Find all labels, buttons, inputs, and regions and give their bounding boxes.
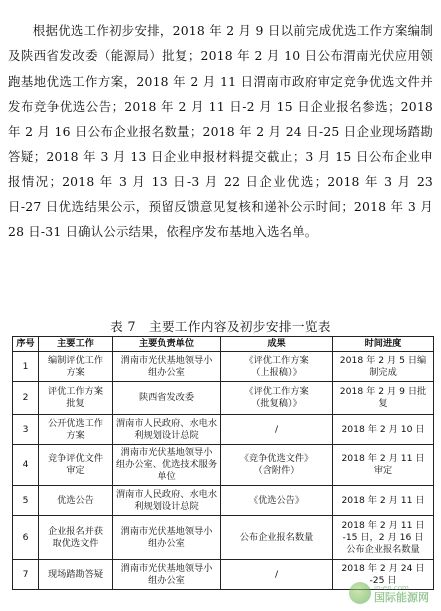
cell-unit: 渭南市光伏基地领导小 组办公室 bbox=[113, 516, 221, 560]
cell-seq: 4 bbox=[13, 445, 39, 486]
cell-unit: 渭南市光伏基地领导小 组办公室、优选技术服务 单位 bbox=[113, 445, 221, 486]
table-row bbox=[13, 382, 434, 415]
cell-seq: 7 bbox=[13, 560, 39, 590]
cell-unit: 渭南市人民政府、水电水 利规划设计总院 bbox=[113, 415, 221, 445]
work-schedule-table bbox=[12, 336, 434, 590]
cell-work: 编制评优工作 方案 bbox=[39, 352, 113, 382]
cell-work: 优选公告 bbox=[39, 486, 113, 516]
cell-result: 《竞争优选文件》 （含附件） bbox=[221, 445, 333, 486]
cell-progress: 2018 年 2 月 9 日批 复 bbox=[333, 382, 434, 415]
watermark-url: in-en.com bbox=[374, 584, 409, 592]
cell-unit: 渭南市人民政府、水电水 利规划设计总院 bbox=[113, 486, 221, 516]
cell-work: 现场踏勘答疑 bbox=[39, 560, 113, 590]
cell-result: 公布企业报名数量 bbox=[221, 516, 333, 560]
cell-work: 企业报名并获 取优选文件 bbox=[39, 516, 113, 560]
table-row bbox=[13, 352, 434, 382]
leaf-logo-icon bbox=[349, 582, 371, 604]
cell-progress: 2018 年 2 月 24 日 -25 日 bbox=[333, 560, 434, 590]
watermark-text bbox=[374, 583, 429, 603]
table-caption: 表 7 主要工作内容及初步安排一览表 bbox=[110, 319, 331, 334]
cell-progress: 2018 年 2 月 11 日 审定 bbox=[333, 445, 434, 486]
site-watermark bbox=[349, 579, 437, 607]
table-row bbox=[13, 415, 434, 445]
cell-work: 竞争评优文件 审定 bbox=[39, 445, 113, 486]
cell-result: 《评优工作方案 （批复稿）》 bbox=[221, 382, 333, 415]
header-progress: 时间进度 bbox=[333, 337, 434, 352]
cell-progress: 2018 年 2 月 10 日 bbox=[333, 415, 434, 445]
cell-seq: 1 bbox=[13, 352, 39, 382]
cell-result: 《优选公告》 bbox=[221, 486, 333, 516]
cell-progress: 2018 年 2 月 11 日 bbox=[333, 486, 434, 516]
cell-seq: 2 bbox=[13, 382, 39, 415]
cell-unit: 陕西省发改委 bbox=[113, 382, 221, 415]
cell-work: 公开优选工作 方案 bbox=[39, 415, 113, 445]
header-work: 主要工作 bbox=[39, 337, 113, 352]
cell-progress: 2018 年 2 月 5 日编 制完成 bbox=[333, 352, 434, 382]
cell-seq: 5 bbox=[13, 486, 39, 516]
cell-result: / bbox=[221, 560, 333, 590]
cell-progress: 2018 年 2 月 11 日 -15 日，2 月 16 日 公布企业报名数量 bbox=[333, 516, 434, 560]
header-result: 成果 bbox=[221, 337, 333, 352]
table-row bbox=[13, 486, 434, 516]
table-row bbox=[13, 516, 434, 560]
table-row bbox=[13, 445, 434, 486]
watermark-name: 国际能源网 bbox=[374, 591, 429, 604]
cell-result: / bbox=[221, 415, 333, 445]
header-seq: 序号 bbox=[13, 337, 39, 352]
cell-result: 《评优工作方案 （上报稿）》 bbox=[221, 352, 333, 382]
cell-seq: 6 bbox=[13, 516, 39, 560]
body-paragraph: 根据优选工作初步安排，2018 年 2 月 9 日以前完成优选工作方案编制及陕西省发改委（能源局）批复；2018 年 2 月 10 日公布渭南光伏应用领跑基地优选工作方案，2018 年 2 月 11 日渭南市政府审定竞争优选文件并发布竞争优选公告；2018 年 2 月 11 日-2 月 15 日企业报名参选；2018 年 2 月 16 日公布企业报名数量；2018 年 2 月 24 日-25 日企业现场踏勘答疑；2018 年 3 月 13 日企业申报材料提交截止；3 月 15 日公布企业申报情况；2018 年 3 月 13 日-3 月 22 日企业优选；2018 年 3 月 23 日-27 日优选结果公示，预留反馈意见复核和递补公示时间；2018 年 3 月 28 日-31 日确认公示结果，依程序发布基地入选名单。 bbox=[8, 23, 433, 240]
cell-unit: 渭南市光伏基地领导小 组办公室 bbox=[113, 352, 221, 382]
header-unit: 主要负责单位 bbox=[113, 337, 221, 352]
cell-unit: 渭南市光伏基地领导小 组办公室 bbox=[113, 560, 221, 590]
cell-seq: 3 bbox=[13, 415, 39, 445]
cell-work: 评优工作方案 批复 bbox=[39, 382, 113, 415]
table-header-row bbox=[13, 337, 434, 352]
